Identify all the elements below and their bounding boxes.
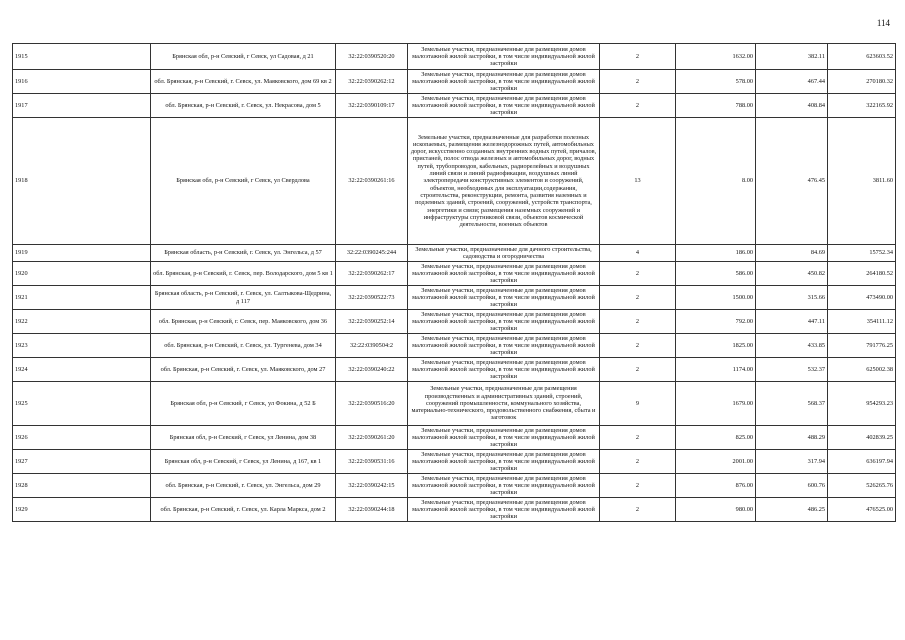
row-cadastral-value: 636197.94 [828,450,896,474]
row-cadastral-number: 32:22:0390245:244 [336,245,408,262]
row-use-code: 2 [600,426,676,450]
row-cadastral-number: 32:22:0390520:20 [336,44,408,70]
row-cadastral-number: 32:22:0390240:22 [336,358,408,382]
row-use-code: 2 [600,358,676,382]
row-cadastral-value: 270180.32 [828,70,896,94]
table-row [13,310,896,334]
row-number: 1916 [13,70,151,94]
row-specific-value: 486.25 [756,498,828,522]
table-row [13,70,896,94]
row-use-code: 2 [600,262,676,286]
row-use-code: 2 [600,94,676,118]
row-specific-value: 433.85 [756,334,828,358]
row-land-use: Земельные участки, предназначенные для дачного строительства, садоводства и огородничества [408,245,600,262]
row-cadastral-number: 32:22:0390531:16 [336,450,408,474]
row-specific-value: 450.82 [756,262,828,286]
row-specific-value: 315.66 [756,286,828,310]
row-number: 1924 [13,358,151,382]
row-area: 8.00 [676,118,756,245]
row-area: 578.00 [676,70,756,94]
row-cadastral-value: 625002.38 [828,358,896,382]
row-cadastral-number: 32:22:0390242:15 [336,474,408,498]
row-use-code: 2 [600,498,676,522]
row-cadastral-value: 3811.60 [828,118,896,245]
row-land-use: Земельные участки, предназначенные для размещения домов малоэтажной жилой застройки, в том числе индивидуальной жилой застройки [408,450,600,474]
row-specific-value: 532.37 [756,358,828,382]
row-specific-value: 382.11 [756,44,828,70]
row-cadastral-number: 32:22:0390504:2 [336,334,408,358]
row-address: Брянская обл, р-н Севский, г Севск, ул Садовая, д 21 [151,44,336,70]
row-number: 1929 [13,498,151,522]
row-land-use: Земельные участки, предназначенные для размещения домов малоэтажной жилой застройки, в том числе индивидуальной жилой застройки [408,358,600,382]
row-specific-value: 476.45 [756,118,828,245]
row-address: Брянская обл, р-н Севский, г Севск, ул Свердлова [151,118,336,245]
row-area: 788.00 [676,94,756,118]
row-use-code: 2 [600,44,676,70]
table-row [13,334,896,358]
row-number: 1919 [13,245,151,262]
row-land-use: Земельные участки, предназначенные для размещения домов малоэтажной жилой застройки, в том числе индивидуальной жилой застройки [408,474,600,498]
row-cadastral-value: 791776.25 [828,334,896,358]
row-specific-value: 408.84 [756,94,828,118]
table-row [13,94,896,118]
row-specific-value: 488.29 [756,426,828,450]
row-area: 825.00 [676,426,756,450]
row-number: 1921 [13,286,151,310]
row-specific-value: 317.94 [756,450,828,474]
row-number: 1926 [13,426,151,450]
row-land-use: Земельные участки, предназначенные для размещения домов малоэтажной жилой застройки, в том числе индивидуальной жилой застройки [408,44,600,70]
row-cadastral-value: 322165.92 [828,94,896,118]
row-number: 1922 [13,310,151,334]
row-address: Брянская область, р-н Севский, г. Севск, ул. Салтыкова-Щедрина, д 117 [151,286,336,310]
row-area: 1500.00 [676,286,756,310]
table-row [13,44,896,70]
cadastral-valuation-table [12,43,896,522]
row-cadastral-value: 15752.34 [828,245,896,262]
row-cadastral-value: 623603.52 [828,44,896,70]
row-address: Брянская обл, р-н Севский, г Севск, ул Ленина, дом 38 [151,426,336,450]
row-address: обл. Брянская, р-н Севский, г. Севск, ул. Карла Маркса, дом 2 [151,498,336,522]
row-specific-value: 568.37 [756,382,828,426]
row-number: 1923 [13,334,151,358]
row-area: 980.00 [676,498,756,522]
row-number: 1917 [13,94,151,118]
row-land-use: Земельные участки, предназначенные для размещения домов малоэтажной жилой застройки, в том числе индивидуальной жилой застройки [408,286,600,310]
row-land-use: Земельные участки, предназначенные для размещения домов малоэтажной жилой застройки, в том числе индивидуальной жилой застройки [408,262,600,286]
row-address: обл. Брянская, р-н Севский, г. Севск, ул. Маяковского, дом 69 кв 2 [151,70,336,94]
table-row [13,426,896,450]
table-row [13,286,896,310]
row-address: обл. Брянская, р-н Севский, г. Севск, пер. Володарского, дом 5 кв 1 [151,262,336,286]
row-address: Брянская обл, р-н Севский, г Севск, ул Фокина, д 52 Б [151,382,336,426]
row-number: 1915 [13,44,151,70]
row-cadastral-value: 354111.12 [828,310,896,334]
row-specific-value: 447.11 [756,310,828,334]
row-use-code: 2 [600,286,676,310]
row-cadastral-number: 32:22:0390244:18 [336,498,408,522]
row-area: 1679.00 [676,382,756,426]
row-area: 1174.00 [676,358,756,382]
row-land-use: Земельные участки, предназначенные для размещения домов малоэтажной жилой застройки, в том числе индивидуальной жилой застройки [408,334,600,358]
row-land-use: Земельные участки, предназначенные для размещения домов малоэтажной жилой застройки, в том числе индивидуальной жилой застройки [408,426,600,450]
row-use-code: 2 [600,310,676,334]
page-number: 114 [876,18,890,28]
row-number: 1918 [13,118,151,245]
table-row [13,450,896,474]
row-cadastral-number: 32:22:0390262:17 [336,262,408,286]
row-address: обл. Брянская, р-н Севский, г. Севск, ул. Тургенева, дом 34 [151,334,336,358]
table-row [13,245,896,262]
table-row [13,382,896,426]
row-cadastral-value: 264180.52 [828,262,896,286]
row-cadastral-number: 32:22:0390109:17 [336,94,408,118]
row-land-use: Земельные участки, предназначенные для размещения домов малоэтажной жилой застройки, в том числе индивидуальной жилой застройки [408,70,600,94]
row-cadastral-number: 32:22:0390261:20 [336,426,408,450]
row-use-code: 9 [600,382,676,426]
row-area: 1632.00 [676,44,756,70]
row-area: 586.00 [676,262,756,286]
table-row [13,262,896,286]
row-use-code: 13 [600,118,676,245]
row-use-code: 2 [600,474,676,498]
row-specific-value: 467.44 [756,70,828,94]
row-area: 186.00 [676,245,756,262]
table-row [13,358,896,382]
row-number: 1925 [13,382,151,426]
row-address: обл. Брянская, р-н Севский, г. Севск, ул. Некрасова, дом 5 [151,94,336,118]
row-address: Брянская область, р-н Севский, г. Севск, ул. Энгельса, д 57 [151,245,336,262]
row-cadastral-value: 954293.23 [828,382,896,426]
row-land-use: Земельные участки, предназначенные для размещения домов малоэтажной жилой застройки, в том числе индивидуальной жилой застройки [408,94,600,118]
row-area: 1825.00 [676,334,756,358]
row-use-code: 2 [600,450,676,474]
table-row [13,498,896,522]
row-specific-value: 84.69 [756,245,828,262]
row-use-code: 4 [600,245,676,262]
row-address: обл. Брянская, р-н Севский, г. Севск, ул. Маяковского, дом 27 [151,358,336,382]
table-row [13,474,896,498]
row-cadastral-value: 476525.00 [828,498,896,522]
row-address: Брянская обл, р-н Севский, г Севск, ул Ленина, д 167, кв 1 [151,450,336,474]
row-cadastral-value: 402839.25 [828,426,896,450]
table-row [13,118,896,245]
row-area: 2001.00 [676,450,756,474]
row-area: 876.00 [676,474,756,498]
row-cadastral-value: 473490.00 [828,286,896,310]
row-cadastral-number: 32:22:0390516:20 [336,382,408,426]
row-land-use: Земельные участки, предназначенные для размещения домов малоэтажной жилой застройки, в том числе индивидуальной жилой застройки [408,498,600,522]
row-number: 1927 [13,450,151,474]
row-use-code: 2 [600,334,676,358]
row-use-code: 2 [600,70,676,94]
row-cadastral-number: 32:22:0390522:73 [336,286,408,310]
row-cadastral-value: 526265.76 [828,474,896,498]
row-cadastral-number: 32:22:0390261:16 [336,118,408,245]
row-number: 1920 [13,262,151,286]
row-number: 1928 [13,474,151,498]
row-cadastral-number: 32:22:0390252:14 [336,310,408,334]
row-area: 792.00 [676,310,756,334]
row-land-use: Земельные участки, предназначенные для размещения домов малоэтажной жилой застройки, в том числе индивидуальной жилой застройки [408,310,600,334]
row-land-use: Земельные участки, предназначенные для размещения производственных и административных зданий, строений, сооружений промышленности, коммунального хозяйства, материально-технического, продовольственного снабжения, сбыта и заготовок [408,382,600,426]
row-address: обл. Брянская, р-н Севский, г. Севск, ул. Энгельса, дом 29 [151,474,336,498]
row-specific-value: 600.76 [756,474,828,498]
row-address: обл. Брянская, р-н Севский, г. Севск, пер. Маяковского, дом 36 [151,310,336,334]
row-land-use: Земельные участки, предназначенные для разработки полезных ископаемых, размещения железнодорожных путей, автомобильных дорог, искусственно созданных внутренних водных путей, причалов, пристаней, полос отвода железных и автомобильных дорог, водных путей, трубопроводов, кабельных, радиорелейных и воздушных линий связи и линий радиофикации, воздушных линий электропередачи конструктивных элементов и сооружений, объектов, необходимых для эксплуатации,содержания, строительства, реконструкции, ремонта, развития наземных и подземных зданий, строений, сооружений, устройств транспорта, энергетики и связи; размещения наземных сооружений и инфраструктуры спутниковой связи, объектов космической деятельности, военных объектов [408,118,600,245]
row-cadastral-number: 32:22:0390262:12 [336,70,408,94]
